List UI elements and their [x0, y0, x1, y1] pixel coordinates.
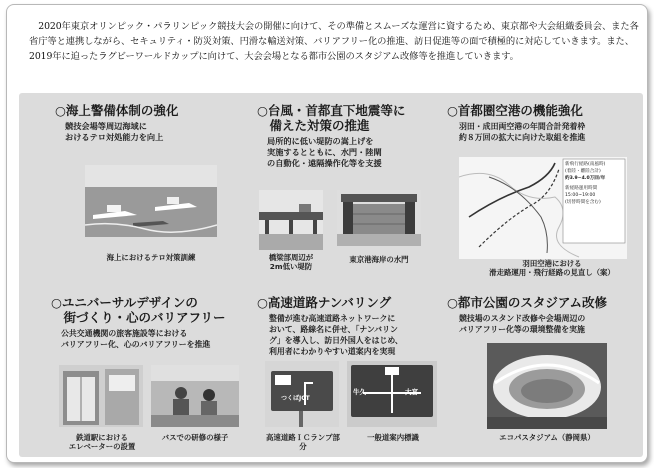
ecopa-stadium-photo [487, 343, 607, 429]
caption: 一般道案内標識 [367, 433, 419, 442]
legend-line: (切替時間を含む) [565, 200, 601, 205]
bus-training-photo [151, 365, 239, 427]
section-title: ○台風・首都直下地震等に 備えた対策の推進 [257, 103, 406, 133]
intro-paragraph: 2020年東京オリンピック・パラリンピック競技大会の開催に向けて、その準備とスムーズな運営に資するため、東京都や大会組織委員会、また各省庁等と連携しながら、セキュリティ・防災対策、円滑な輸送対策、バリアフリー化の推進、訪日促進等の面で積極的に対応していきます。また、2019年に迫ったラグビーワールドカップに向けて、大会会場となる都市公園のスタジアム改修等を推進していきます。 [29, 21, 639, 62]
legend-line: 新経路運用時間 [565, 186, 598, 191]
section-description: 羽田・成田両空港の年間合計発着枠 約８万回の拡大に向けた取組を推進 [459, 122, 586, 142]
section-title: ○高速道路ナンバリング [257, 295, 392, 310]
section-description: 整備が進む高速道路ネットワークに おいて、路線名に併せ、「ナンバリン グ」を導入し、訪日外国人をはじめ、 利用者にわかりやすい道案内を実現 [269, 314, 403, 356]
legend-line: (着陸・離陸合計) [565, 169, 601, 174]
section-maritime-security [55, 103, 235, 143]
ramp-sign-text: つくばJCT [281, 395, 310, 402]
section-description: 競技会場等周辺海域に おけるテロ対処能力を向上 [65, 121, 164, 142]
coast-guard-boats-photo [85, 165, 217, 237]
legend-line: 15:00~19:00 [565, 193, 596, 198]
section-universal-design [51, 295, 251, 350]
caption: エコパスタジアム（静岡県） [499, 433, 595, 442]
section-disaster-prevention [257, 103, 437, 169]
content-frame [6, 4, 648, 463]
caption: 高速道路ＩＣランプ部分 [266, 433, 340, 451]
caption: 東京港海岸の水門 [349, 255, 409, 264]
caption: 鉄道駅における エレベーターの設置 [68, 433, 136, 451]
section-title: ○海上警備体制の強化 [55, 103, 179, 118]
section-expressway-numbering [257, 295, 447, 357]
caption: 羽田空港における 滑走路運用・飛行経路の見直し（案） [489, 259, 615, 277]
caption: 橋梁部周辺が 2m低い堤防 [268, 253, 314, 271]
sign-destination-right: 大宮 [405, 388, 418, 396]
legend-line: 新飛行経路(南風時) [565, 162, 606, 167]
floodgate-photo [337, 190, 421, 246]
legend-line: 約3.9~4.0万回/年 [565, 176, 606, 181]
section-stadium-renovation [447, 295, 643, 335]
section-title: ○都市公園のスタジアム改修 [447, 295, 608, 310]
sign-destination-left: 牛久 [353, 388, 366, 396]
low-embankment-photo [259, 190, 323, 250]
section-title: ○首都圏空港の機能強化 [447, 103, 583, 118]
section-description: 局所的に低い堤防の嵩上げを 実施するとともに、水門・陸閘 の自動化・遠隔操作化等を支援 [267, 136, 382, 168]
section-description: 競技場のスタンド改修や会場周辺の バリアフリー化等の環境整備を実施 [459, 314, 586, 334]
section-airport-capacity [447, 103, 637, 143]
caption: バスでの研修の様子 [161, 433, 229, 442]
measures-panel [19, 93, 643, 457]
caption: 海上におけるテロ対策訓練 [106, 253, 196, 262]
map-legend [565, 161, 625, 206]
section-title: ○ユニバーサルデザインの 街づくり・心のバリアフリー [51, 295, 226, 325]
station-elevator-photo [59, 365, 143, 427]
section-description: 公共交通機関の旅客施設等における バリアフリー化、心のバリアフリーを推進 [61, 329, 211, 349]
